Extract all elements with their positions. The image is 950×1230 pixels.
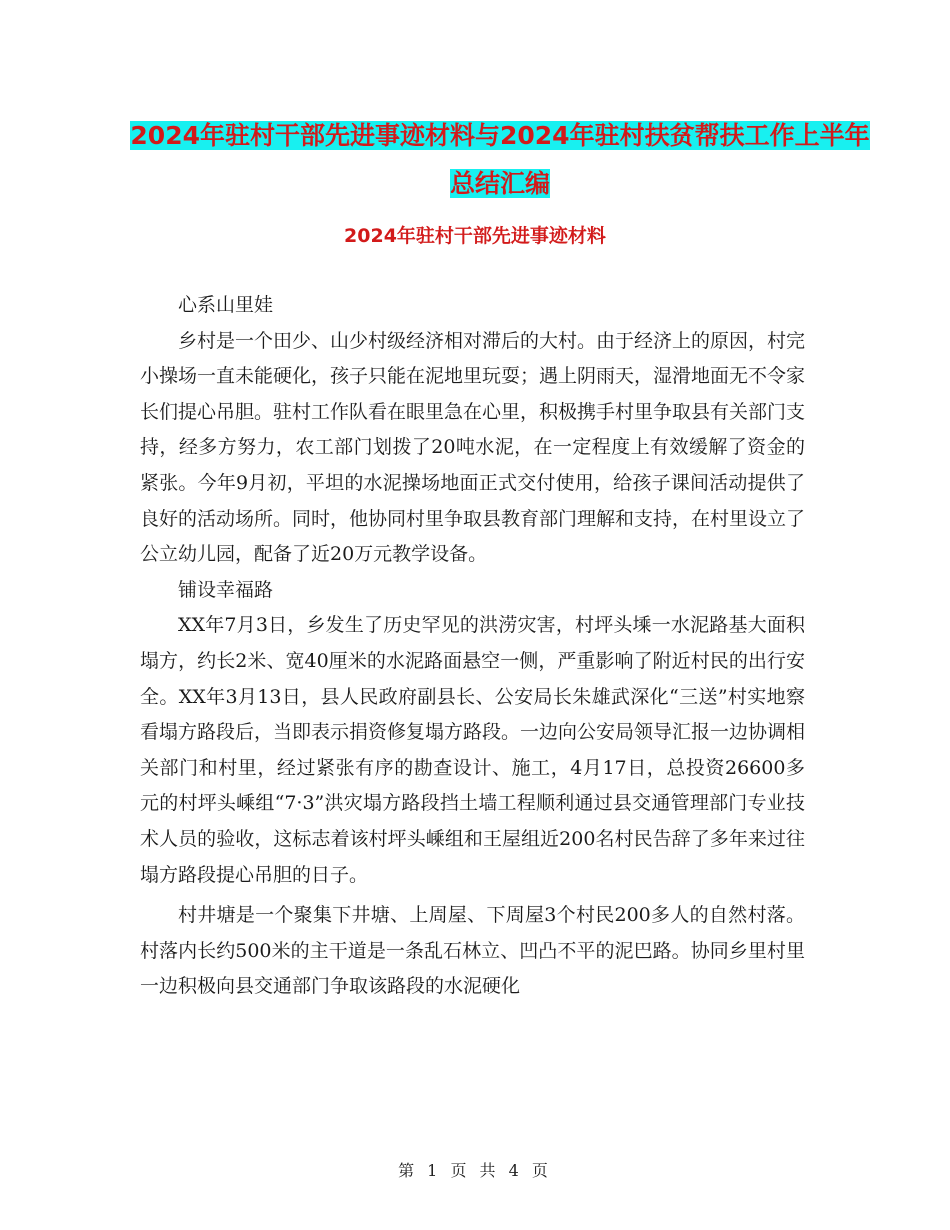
subheading-paragraph: 心系山里娃 <box>178 294 274 316</box>
page-footer: 第 1 页 共 4 页 <box>398 1161 552 1180</box>
document-body <box>140 288 805 1005</box>
body-paragraph: XX年7月3日，乡发生了历史罕见的洪涝灾害，村坪头塖一水泥路基大面积塌方，约长2米、宽40厘米的水泥路面悬空一侧，严重影响了附近村民的出行安全。XX年3月13日，县人民政府副县长、公安局长朱雄武深化“三送”村实地察看塌方路段后，当即表示捐资修复塌方路段。一边向公安局领导汇报一边协调相关部门和村里，经过紧张有序的勘查设计、施工，4月17日，总投资26600多元的村坪头嵊组“7·3”洪灾塌方路段挡土墙工程顺利通过县交通管理部门专业技术人员的验收，这标志着该村坪头嵊组和王屋组近200名村民告辞了多年来过往塌方路段提心吊胆的日子。 <box>140 614 806 886</box>
subheading-paragraph: 铺设幸福路 <box>178 578 274 601</box>
document-title-highlight: 2024年驻村干部先进事迹材料与2024年驻村扶贫帮扶工作上半年总结汇编 <box>130 121 870 198</box>
body-paragraph: 村井塘是一个聚集下井塘、上周屋、下周屋3个村民200多人的自然村落。村落内长约500米的主干道是一条乱石林立、凹凸不平的泥巴路。协同乡里村里一边积极向县交通部门争取该路段的水泥硬化 <box>140 904 805 998</box>
section-title: 2024年驻村干部先进事迹材料 <box>344 225 606 247</box>
body-paragraph: 乡村是一个田少、山少村级经济相对滞后的大村。由于经济上的原因，村完小操场一直未能硬化，孩子只能在泥地里玩耍；遇上阴雨天，湿滑地面无不令家长们提心吊胆。驻村工作队看在眼里急在心里，积极携手村里争取县有关部门支持，经多方努力，农工部门划拨了20吨水泥，在一定程度上有效缓解了资金的紧张。今年9月初，平坦的水泥操场地面正式交付使用，给孩子课间活动提供了良好的活动场所。同时，他协同村里争取县教育部门理解和支持，在村里设立了公立幼儿园，配备了近20万元教学设备。 <box>140 329 806 566</box>
document-title <box>130 112 870 208</box>
